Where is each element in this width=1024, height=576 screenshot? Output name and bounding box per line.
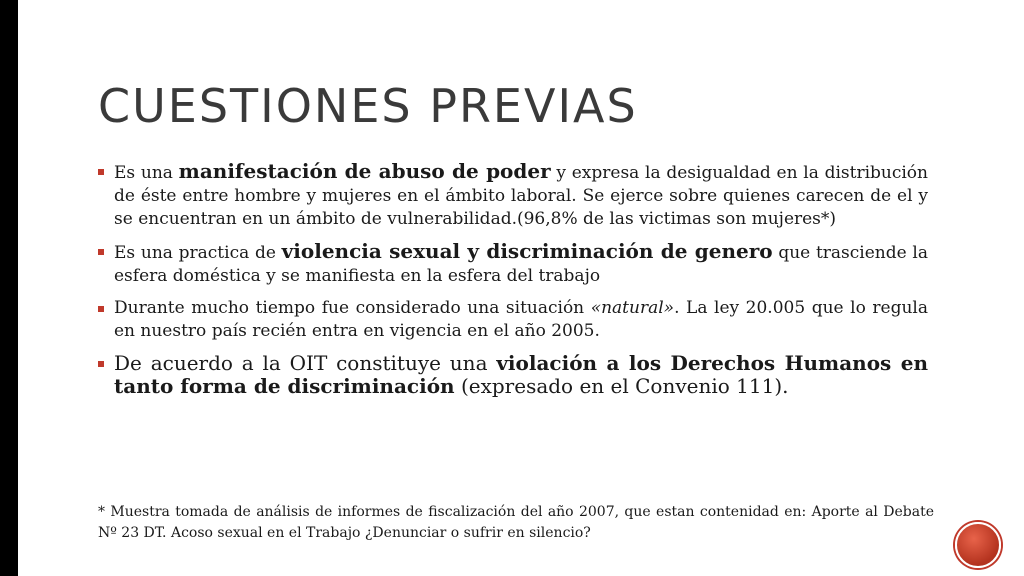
bullet-2-text: Es una practica de xyxy=(114,243,282,263)
bullet-4-emphasis: violación a los Derechos Humanos en tanto forma de discriminación xyxy=(114,351,928,398)
bullet-list xyxy=(98,160,928,407)
square-bullet-icon xyxy=(98,306,104,312)
bullet-item-3 xyxy=(98,297,928,343)
square-bullet-icon xyxy=(98,169,104,175)
footnote: * Muestra tomada de análisis de informes de fiscalización del año 2007, que estan contenidad en: Aporte al Debate Nº 23 DT. Acoso sexual en el Trabajo ¿Denunciar o sufrir en silencio? xyxy=(98,504,934,541)
bullet-1-text-rest: y expresa la desigualdad en la distribución de éste entre hombre y mujeres en el ámbito laboral. Se ejerce sobre quienes carecen de el y se encuentran en un ámbito de vulnerabilidad.(96,8% de las victimas son mujeres*) xyxy=(114,163,928,229)
bullet-2-text-rest: que trasciende la esfera doméstica y se manifiesta en la esfera del trabajo xyxy=(114,243,929,286)
bullet-item-4 xyxy=(98,352,928,398)
bullet-2-emphasis: violencia sexual y discriminación de genero xyxy=(281,239,773,263)
bullet-1-text: Es una xyxy=(114,163,179,183)
left-accent-bar xyxy=(0,0,18,576)
slide-badge-icon xyxy=(955,522,1001,568)
square-bullet-icon xyxy=(98,249,104,255)
bullet-3-text-rest: . La ley 20.005 que lo regula en nuestro país recién entra en vigencia en el año 2005. xyxy=(114,298,928,341)
bullet-3-text: Durante mucho tiempo fue considerado una situación xyxy=(114,298,591,318)
square-bullet-icon xyxy=(98,361,104,367)
slide-title: CUESTIONES PREVIAS xyxy=(98,79,638,133)
bullet-4-text-rest: (expresado en el Convenio 111). xyxy=(454,374,789,398)
bullet-1-emphasis: manifestación de abuso de poder xyxy=(178,159,551,183)
bullet-3-italic: «natural» xyxy=(590,298,675,318)
bullet-item-1 xyxy=(98,160,928,231)
bullet-4-text: De acuerdo a la OIT constituye una xyxy=(114,351,497,375)
bullet-item-2 xyxy=(98,240,928,288)
